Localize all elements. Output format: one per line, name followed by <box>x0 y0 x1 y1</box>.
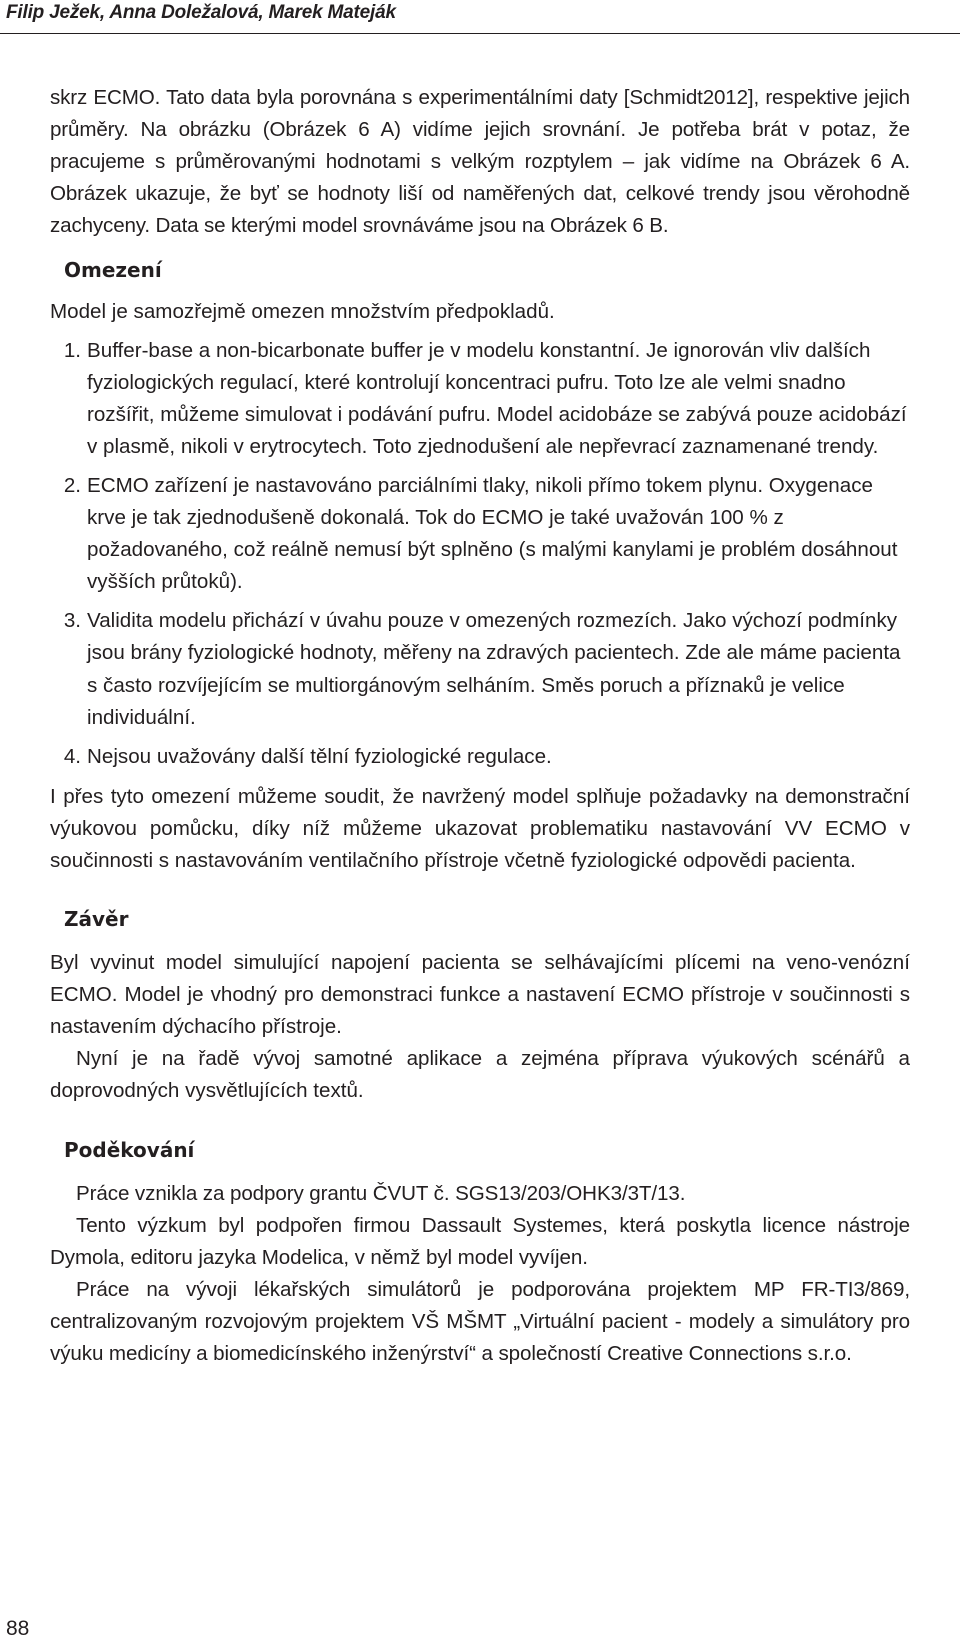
list-item <box>50 335 910 463</box>
list-item-text: Buffer-base a non-bicarbonate buffer je v modelu konstantní. Je ignorován vliv dalších fyziologických regulací, které kontrolují koncentraci pufru. Toto lze ale velmi snadno rozšířit, můžeme simulovat i podávání pufru. Model acidobáze se zabývá pouze acidobází v plasmě, nikoli v erytrocytech. Toto zjednodušení ale nepřevrací zaznamenané trendy. <box>87 338 907 458</box>
ack-paragraph-1: Práce vznikla za podpory grantu ČVUT č. SGS13/203/OHK3/3T/13. <box>76 1181 686 1205</box>
list-item-text: ECMO zařízení je nastavováno parciálními tlaky, nikoli přímo tokem plynu. Oxygenace krve je tak zjednodušeně dokonalá. Tok do ECMO je také uvažován 100 % z požadovaného, což reálně nemusí být splněno (s malými kanylami je problém dosáhnout vyšších průtoků). <box>87 473 898 594</box>
list-item-number: 1. <box>63 338 81 362</box>
section-heading-podekovani: Poděkování <box>64 1137 195 1162</box>
list-item-number: 4. <box>63 744 81 768</box>
list-item-text: Nejsou uvažovány další tělní fyziologické regulace. <box>87 744 552 768</box>
list-item <box>50 470 910 598</box>
omezeni-conclusion: I přes tyto omezení můžeme soudit, že navržený model splňuje požadavky na demonstrační výukovou pomůcku, díky níž můžeme ukazovat problematiku nastavování VV ECMO v součinnosti s nastavováním ventilačního přístroje včetně fyziologické odpovědi pacienta. <box>50 784 910 872</box>
ack-paragraph-3: Práce na vývoji lékařských simulátorů je podporována projektem MP FR-TI3/869, centralizovaným rozvojovým projektem VŠ MŠMT „Virtuální pacient - modely a simulátory pro výuku medicíny a biomedicínského inženýrství“ a společností Creative Connections s.r.o. <box>50 1277 910 1365</box>
list-item <box>50 605 910 733</box>
list-item-text: Validita modelu přichází v úvahu pouze v omezených rozmezích. Jako výchozí podmínky jsou brány fyziologické hodnoty, měřeny na zdravých pacientech. Zde ale máme pacienta s často rozvíjejícím se multiorgánovým selháním. Směs poruch a příznaků je velice individuální. <box>87 609 901 729</box>
section-heading-zaver: Závěr <box>64 907 129 932</box>
list-item-number: 2. <box>63 473 81 497</box>
intro-paragraph: skrz ECMO. Tato data byla porovnána s experimentálními daty [Schmidt2012], respektive jejich průměry. Na obrázku (Obrázek 6 A) vidíme jejich srovnání. Je potřeba brát v potaz, že pracujeme s průměrovanými hodnotami s velkým rozptylem – jak vidíme na Obrázek 6 A. Obrázek ukazuje, že byť se hodnoty liší od naměřených dat, celkové trendy jsou věrohodně zachyceny. Data se kterými model srovnáváme jsou na Obrázek 6 B. <box>50 86 910 238</box>
list-item-number: 3. <box>63 609 81 633</box>
section-heading-omezeni: Omezení <box>64 258 162 283</box>
zaver-paragraph-1: Byl vyvinut model simulující napojení pacienta se selhávajícími plícemi na veno-venózní ECMO. Model je vhodný pro demonstraci funkce a nastavení ECMO přístroje v součinnosti s nastavením dýchacího přístroje. <box>50 951 910 1039</box>
acknowledgements <box>50 1178 910 1371</box>
page-number: 88 <box>6 1617 30 1640</box>
omezeni-lead: Model je samozřejmě omezen množstvím předpokladů. <box>50 300 555 324</box>
list-item <box>50 741 910 773</box>
page-content <box>50 82 910 1370</box>
zaver-paragraph-2: Nyní je na řadě vývoj samotné aplikace a zejména příprava výukových scénářů a doprovodných vysvětlujících textů. <box>50 1047 910 1103</box>
header-divider <box>0 33 960 34</box>
limitations-list <box>50 335 910 773</box>
running-header-authors: Filip Ježek, Anna Doležalová, Marek Mateják <box>6 2 396 23</box>
ack-paragraph-2: Tento výzkum byl podpořen firmou Dassault Systemes, která poskytla licence nástroje Dymola, editoru jazyka Modelica, v němž byl model vyvíjen. <box>50 1213 910 1269</box>
